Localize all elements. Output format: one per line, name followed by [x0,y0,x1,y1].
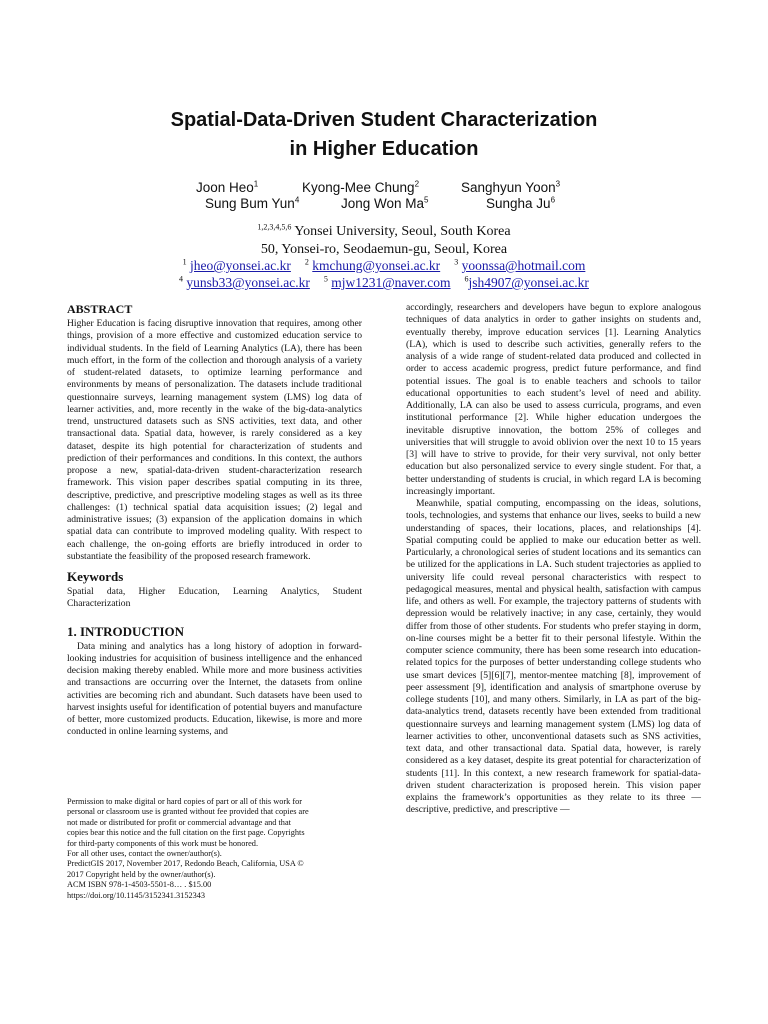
right-column [406,302,701,817]
emails-row-2: $^4$ yunsb33@yonsei.ac.kr $^5$ mjw1231@naver.com $^6$jsh4907@yonsei.ac.kr [179,274,589,290]
introduction-text: Data mining and analytics has a long history of adoption in forward-looking industries for acquisition of business intelligence and the enhanced decision making thereby enabled. While more and more business activities and transactions are occurring over the Internet, the datasets from online activities are becoming rich and abundant. Such datasets have been used to harvest insights useful for identification of potential buyers and manufacture of better, more customized products. Education, likewise, is more and more conducted in online learning systems, and [67,640,362,738]
footnote-line: personal or classroom use is granted without fee provided that copies are [67,807,309,817]
email-link[interactable]: yunsb33@yonsei.ac.kr [186,275,310,290]
author: Sungha Ju$^6$ [486,195,556,211]
keywords-heading: Keywords [67,569,124,584]
author: Sung Bum Yun$^4$ [205,195,300,211]
email-link[interactable]: jheo@yonsei.ac.kr [190,258,291,273]
email-link[interactable]: mjw1231@naver.com [331,275,451,290]
footnote-line: 2017 Copyright held by the owner/author(s). [67,869,216,879]
copyright-footnote [67,797,367,901]
affiliation-line-1: $^{1,2,3,4,5,6}$ Yonsei University, Seoul, South Korea [257,222,511,239]
author: Joon Heo$^1$ [196,179,259,195]
email-link[interactable]: yoonssa@hotmail.com [461,258,586,273]
intro-paragraph-2: Meanwhile, spatial computing, encompassing on the ideas, solutions, tools, technologies, and systems that enhance our lives, seeks to build a new understanding of spaces, their locations, places, and relationships [4]. Spatial computing could be applied to make our education better as well. Particularly, a chronological series of student locations and its semantics can be utilized for the applications in LA. Such student trajectories as applied to university life could reveal personal characteristics with respect to pedagogical measures, mental and physical health, satisfaction with campus life, and others as well. For example, the trajectory patterns of students with depression would be relatively inactive; in any case, certainly, they would differ from those of other students. For students who prefer staying in dorm, on-line courses might be a better fit to their personal lifestyle. Within the computer science community, there has been some research into education-related topics for the purposes of better understanding college students who use smart devices [5][6][7], mentor-mentee matching [8], improvement of peer assessment [9], identification and analysis of smartphone overuse by college students [10], and many others. Similarly, in LA as part of the big-data-analytics trend, datasets recently have been extended from traditional questionnaire surveys and learning management system (LMS) log data of learner activities to other, unconventional datasets such as SNS activities, text data, and other transactional data. Spatial data, however, is rarely considered as a key dataset, despite its great potential for characterization of students [11]. In this context, a new research framework for spatial-data-driven student characterization is proposed herein. This vision paper explains the framework’s opportunities as they relate to its three — descriptive, predictive, and prescriptive — [406,498,701,816]
footnote-line: PredictGIS 2017, November 2017, Redondo Beach, California, USA © [67,859,304,869]
title-line-2: in Higher Education [289,138,479,160]
left-column [67,302,362,739]
footnote-line: ACM ISBN 978-1-4503-5501-8… . $15.00 [67,880,212,890]
author: Jong Won Ma$^5$ [341,195,429,211]
author: Kyong-Mee Chung$^2$ [302,179,420,195]
title-line-1: Spatial-Data-Driven Student Characterization [170,109,598,131]
authors-row-2 [0,196,768,214]
abstract-text: Higher Education is facing disruptive innovation that requires, among other things, provision of a more effective and customized education service to individual students. In the field of Learning Analytics (LA), there has been much effort, in the form of the collection and thorough analysis of a variety of student-related datasets, to optimize learning performance and environments by means of personalization. The datasets include traditional questionnaire surveys, learning management system (LMS) log data of learner activities, and, more recently in the wake of the big-data-analytics trend, unstructured datasets such as SNS activities, text data, and other transactional data. Spatial data, however, is rarely considered as a key dataset, despite its high potential for characterization of students and prediction of their performances and conditions. In this context, the authors propose a new, spatial-data-driven student-characterization research framework. This vision paper describes spatial computing in its three, descriptive, predictive, and prescriptive modeling stages as well as its three challenges: (1) technical spatial data acquisition issues; (2) legal and administrative issues; (3) expansion of the application domains in which spatial data can contribute to improved modeling quality. With respect to each challenge, the on-going efforts are briefly introduced in order to substantiate the feasibility of the proposed research framework. [67,318,362,562]
footnote-line: For all other uses, contact the owner/author(s). [67,849,222,859]
footnote-line: for third-party components of this work must be honored. [67,838,259,848]
affiliation-line-2: 50, Yonsei-ro, Seodaemun-gu, Seoul, Korea [260,242,508,257]
footnote-line: copies bear this notice and the full citation on the first page. Copyrights [67,828,305,838]
paper-title [0,106,768,164]
footnote-line: https://doi.org/10.1145/3152341.3152343 [67,890,206,900]
footnote-line: not made or distributed for profit or commercial advantage and that [67,817,291,827]
keywords-text: Spatial data, Higher Education, Learning Analytics, Student Characterization [67,586,362,610]
abstract-heading: ABSTRACT [67,302,133,316]
email-link[interactable]: kmchung@yonsei.ac.kr [312,258,441,273]
introduction-heading: 1. INTRODUCTION [67,623,185,639]
email-link[interactable]: jsh4907@yonsei.ac.kr [468,275,589,290]
emails-row-1: $^1$ jheo@yonsei.ac.kr $^2$ kmchung@yonsei.ac.kr $^3$ yoonssa@hotmail.com [182,257,586,273]
footnote-line: Permission to make digital or hard copies of part or all of this work for [67,797,303,806]
intro-paragraph-continued: accordingly, researchers and developers have begun to explore analogous techniques of data analytics in order to gather insights on students and, eventually thereby, improve education services [1]. Learning Analytics (LA), which is used to describe such activities, generally refers to the analysis of a wide range of student-related data produced and collected in order to access academic progress, predict future performance, and find potential issues. The goal is to enable teachers and schools to tailor educational opportunities to each student’s level of need and ability. Additionally, LA can also be used to assess curricula, programs, and even institutional performance [2]. While higher education undergoes the inevitable disruptive innovation, the bottom 25% of colleges and universities that will struggle to avoid oblivion over the next 10 to 15 years [3] will have to strive to provide, for their very survival, not only better education but also personalized service to every single student. For that, a better understanding of students is crucial, in which regard LA is becoming increasingly important. [406,302,701,497]
author: Sanghyun Yoon$^3$ [461,179,561,195]
